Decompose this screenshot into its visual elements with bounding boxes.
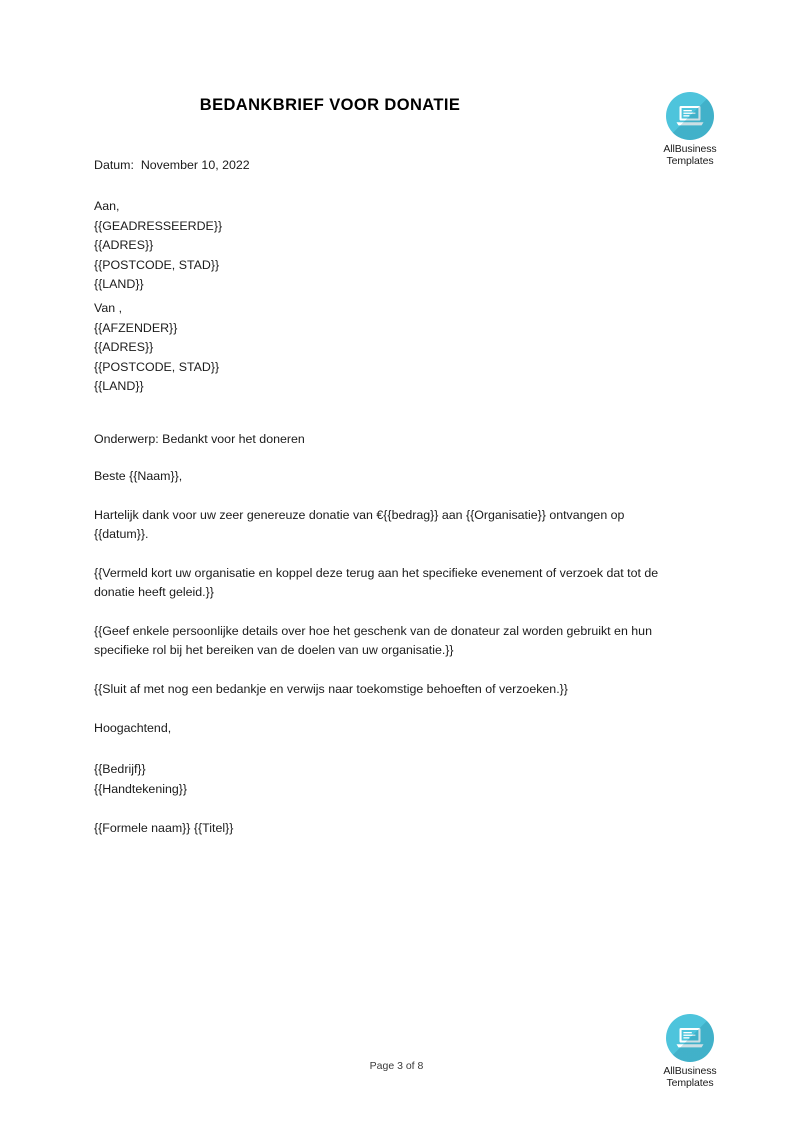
recipient-line: {{GEADRESSEERDE}}: [94, 218, 223, 233]
sender-line: {{ADRES}}: [94, 340, 154, 355]
brand-logo-footer: [647, 1014, 733, 1089]
sender-line: {{POSTCODE, STAD}}: [94, 359, 220, 374]
body-paragraph: {{Geef enkele persoonlijke details over hoe het geschenk van de donateur zal worden gebruikt en hun specifieke rol bij het bereiken van de doelen van uw organisatie.}}: [94, 624, 652, 658]
brand-name-line2: Templates: [666, 155, 714, 167]
body-paragraph: Hartelijk dank voor uw zeer genereuze donatie van €{{bedrag}} aan {{Organisatie}} ontvangen op {{datum}}.: [94, 507, 625, 542]
brand-name-line2: Templates: [666, 1077, 714, 1089]
spacer: [94, 396, 670, 430]
laptop-icon: [666, 1014, 714, 1062]
logo-shadow: [666, 92, 714, 140]
spacer: [94, 450, 670, 467]
spacer: [94, 175, 670, 197]
letter-body: [94, 156, 670, 838]
page-number: Page 3 of 8: [369, 1060, 424, 1072]
sender-line: {{LAND}}: [94, 379, 144, 394]
recipient-line: {{LAND}}: [94, 277, 144, 292]
body-paragraph: {{Sluit af met nog een bedankje en verwijs naar toekomstige behoeften of verzoeken.}}: [94, 682, 568, 697]
signature-block: [94, 760, 670, 799]
brand-name-line1: AllBusiness: [663, 1065, 717, 1077]
signature-name: {{Formele naam}} {{Titel}}: [94, 820, 234, 835]
brand-name: [647, 1065, 733, 1089]
sender-line: {{AFZENDER}}: [94, 320, 178, 335]
subject-line: Onderwerp: Bedankt voor het doneren: [94, 432, 305, 447]
greeting-line: Beste {{Naam}},: [94, 468, 183, 483]
body-paragraph: {{Vermeld kort uw organisatie en koppel deze terug aan het specifieke evenement of verzoek dat tot de donatie heeft geleid.}}: [94, 565, 659, 600]
recipient-line: {{ADRES}}: [94, 238, 154, 253]
date-line: [94, 156, 670, 175]
sender-salutation: Van ,: [94, 301, 123, 316]
closing-line: Hoogachtend,: [94, 721, 172, 736]
laptop-icon: [666, 92, 714, 140]
logo-shadow: [666, 1014, 714, 1062]
signature-company: {{Bedrijf}}: [94, 762, 146, 777]
brand-name-line1: AllBusiness: [663, 143, 717, 155]
recipient-line: {{POSTCODE, STAD}}: [94, 257, 220, 272]
page-title: BEDANKBRIEF VOOR DONATIE: [199, 96, 461, 114]
recipient-salutation: Aan,: [94, 199, 120, 214]
signature-handwriting: {{Handtekening}}: [94, 781, 188, 796]
spacer: [94, 738, 670, 760]
date-label: Datum:: [94, 158, 134, 172]
date-value: November 10, 2022: [140, 158, 250, 172]
recipient-address-block: [94, 197, 670, 294]
sender-address-block: [94, 299, 670, 396]
